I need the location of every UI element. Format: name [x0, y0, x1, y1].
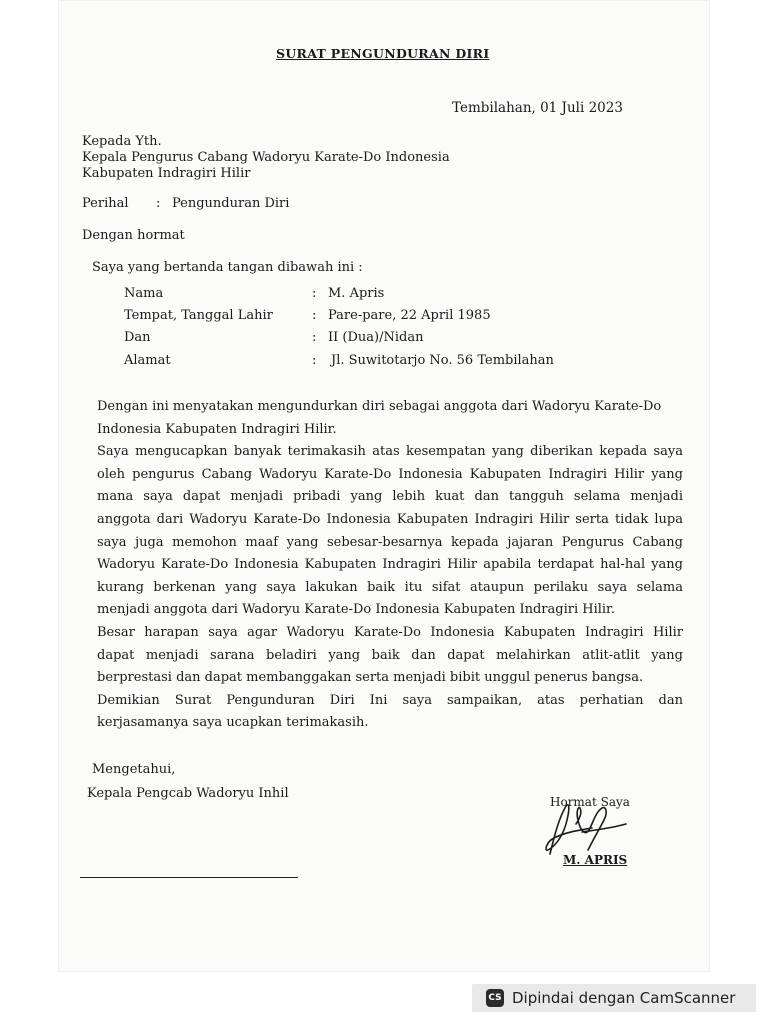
acknowledge-role: Kepala Pengcab Wadoryu Inhil [87, 786, 289, 801]
identity-value-name: M. Apris [328, 286, 385, 301]
closing-label: Hormat Saya [550, 795, 630, 809]
scanner-watermark [472, 984, 756, 1012]
body-line: berprestasi dan dapat membanggakan serta menjadi bibit unggul penerus bangsa. [97, 670, 644, 686]
acknowledge-label: Mengetahui, [92, 762, 176, 777]
body-line: kurang berkenan yang saya lakukan baik itu sifat ataupun perilaku saya selama [97, 579, 683, 595]
place-date: Tembilahan, 01 Juli 2023 [452, 100, 623, 116]
body-line: mana saya dapat menjadi pribadi yang lebih kuat dan tangguh selama menjadi [97, 489, 683, 505]
body-line: Dengan ini menyatakan mengundurkan diri sebagai anggota dari Wadoryu Karate-Do [97, 399, 662, 414]
recipient-salutation: Kepada Yth. [82, 134, 162, 149]
identity-colon: : [312, 330, 317, 345]
signature-icon [536, 798, 636, 860]
letter-body [97, 396, 683, 735]
signer-name: M. APRIS [563, 853, 628, 867]
greeting: Dengan hormat [82, 228, 185, 243]
identity-colon: : [312, 353, 317, 368]
body-line: saya juga memohon maaf yang sebesar-besarnya kepada jajaran Pengurus Cabang [97, 534, 683, 550]
identity-label-birth: Tempat, Tanggal Lahir [124, 308, 273, 323]
recipient-line-2: Kabupaten Indragiri Hilir [82, 166, 251, 181]
signature-line [80, 877, 298, 878]
body-line: anggota dari Wadoryu Karate-Do Indonesia Kabupaten Indragiri Hilir serta tidak lupa [97, 511, 683, 527]
identity-label-address: Alamat [124, 353, 171, 368]
watermark-text: Dipindai dengan CamScanner [512, 989, 736, 1007]
body-line: Besar harapan saya agar Wadoryu Karate-Do Indonesia Kabupaten Indragiri Hilir [97, 624, 683, 640]
body-line: Indonesia Kabupaten Indragiri Hilir. [97, 421, 337, 437]
identity-value-birth: Pare-pare, 22 April 1985 [328, 308, 491, 323]
identity-colon: : [312, 286, 317, 301]
body-line: Demikian Surat Pengunduran Diri Ini saya sampaikan, atas perhatian dan [97, 692, 683, 708]
body-line: dapat menjadi sarana beladiri yang baik dan dapat melahirkan atlit-atlit yang [97, 647, 683, 663]
intro-line: Saya yang bertanda tangan dibawah ini : [92, 260, 363, 275]
recipient-line-1: Kepala Pengurus Cabang Wadoryu Karate-Do Indonesia [82, 150, 450, 165]
body-line: Wadoryu Karate-Do Indonesia Kabupaten Indragiri Hilir apabila terdapat hal-hal yang [97, 557, 683, 573]
body-line: menjadi anggota dari Wadoryu Karate-Do Indonesia Kabupaten Indragiri Hilir. [97, 602, 615, 618]
identity-label-rank: Dan [124, 330, 151, 345]
letter-title: SURAT PENGUNDURAN DIRI [276, 46, 490, 61]
identity-label-name: Nama [124, 286, 164, 301]
subject-colon: : [156, 196, 161, 211]
identity-value-address: Jl. Suwitotarjo No. 56 Tembilahan [331, 353, 554, 368]
body-line: Saya mengucapkan banyak terimakasih atas kesempatan yang diberikan kepada saya [97, 444, 683, 460]
subject-label: Perihal [82, 196, 129, 211]
body-line: oleh pengurus Cabang Wadoryu Karate-Do Indonesia Kabupaten Indragiri Hilir yang [97, 466, 683, 482]
body-line: kerjasamanya saya ucapkan terimakasih. [97, 715, 369, 731]
subject-value: Pengunduran Diri [172, 196, 290, 211]
camscanner-icon: CS [486, 989, 504, 1007]
identity-colon: : [312, 308, 317, 323]
identity-value-rank: II (Dua)/Nidan [328, 330, 424, 345]
